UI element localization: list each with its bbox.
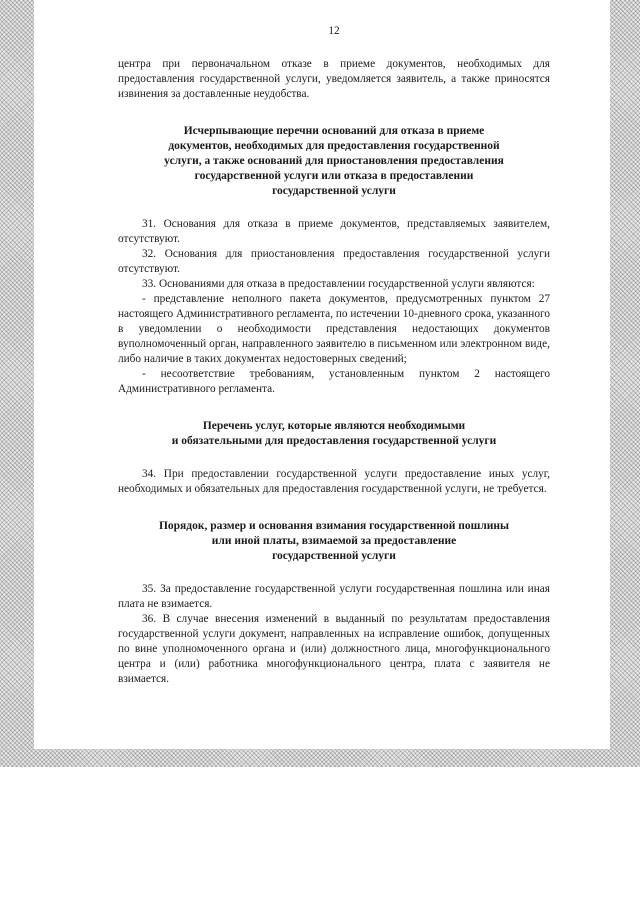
- paragraph-32: 32. Основания для приостановления предоставления государственной услуги отсутствуют.: [118, 248, 550, 275]
- section-heading-state-fee: [118, 519, 550, 564]
- scan-edge-left: [0, 0, 34, 767]
- section-heading-refusal-grounds: [118, 124, 550, 199]
- paragraph-31: 31. Основания для отказа в приеме документов, представляемых заявителем, отсутствуют.: [118, 218, 550, 245]
- list-item-incomplete-package: - представление неполного пакета документов, предусмотренных пунктом 27 настоящего Административного регламента, по истечении 10-дневного срока, указанного в уведомлении о необходимости представления недостающих документов вуполномоченный орган, направленного заявителю в письменном или электронном виде, либо наличие в таких документах недостоверных сведений;: [118, 293, 550, 365]
- heading-line: государственной услуги или отказа в предоставлении: [194, 170, 474, 182]
- blank-margin-bottom: [0, 767, 640, 905]
- heading-line: государственной услуги: [272, 185, 396, 197]
- scan-edge-right: [610, 0, 640, 767]
- paragraph-33: 33. Основаниями для отказа в предоставлении государственной услуги являются:: [142, 278, 535, 290]
- paragraph-34: 34. При предоставлении государственной услуги предоставление иных услуг, необходимых и обязательных для предоставления государственной услуги, не требуется.: [118, 468, 550, 495]
- heading-line: государственной услуги: [272, 550, 396, 562]
- page-number: 12: [328, 25, 340, 37]
- section-heading-required-services: [118, 419, 550, 449]
- list-item-noncompliance: - несоответствие требованиям, установленным пунктом 2 настоящего Административного регламента.: [118, 368, 550, 395]
- heading-line: и обязательными для предоставления государственной услуги: [171, 435, 497, 447]
- paragraph-35: 35. За предоставление государственной услуги государственная пошлина или иная плата не взимается.: [118, 583, 550, 610]
- scan-edge-bottom: [0, 749, 640, 767]
- document-page: [118, 24, 550, 687]
- intro-paragraph: центра при первоначальном отказе в приеме документов, необходимых для предоставления государственной услуги, уведомляется заявитель, а также приносятся извинения за доставленные неудобства.: [118, 58, 550, 100]
- paragraph-36: 36. В случае внесения изменений в выданный по результатам предоставления государственной услуги документ, направленных на исправление ошибок, допущенных по вине уполномоченного органа и (или) должностного лица, многофункционального центра и (или) работника многофункционального центра, плата с заявителя не взимается.: [118, 613, 550, 685]
- heading-line: документов, необходимых для предоставления государственной: [168, 140, 500, 152]
- heading-line: или иной платы, взимаемой за предоставление: [211, 535, 457, 547]
- heading-line: Исчерпывающие перечни оснований для отказа в приеме: [183, 125, 485, 137]
- heading-line: услуги, а также оснований для приостановления предоставления: [164, 155, 504, 167]
- heading-line: Порядок, размер и основания взимания государственной пошлины: [158, 520, 510, 532]
- heading-line: Перечень услуг, которые являются необходимыми: [202, 420, 466, 432]
